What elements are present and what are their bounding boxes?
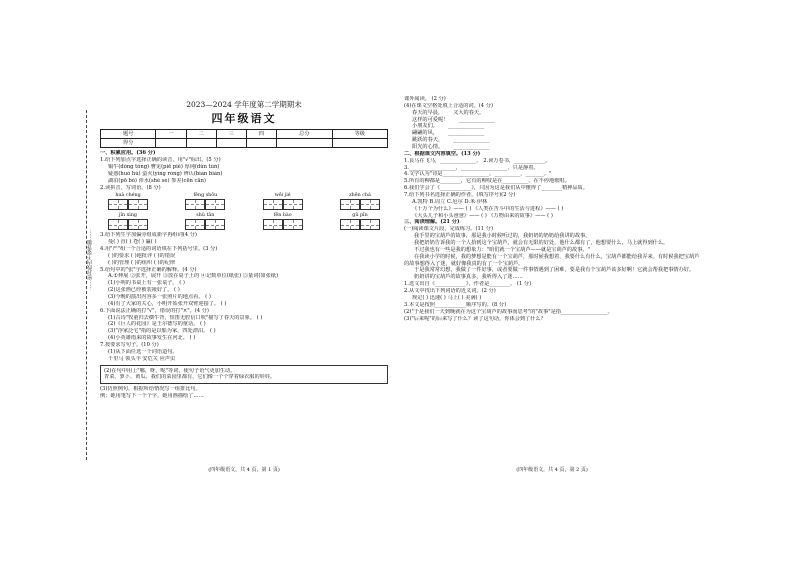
score-header: 二 [186,130,216,139]
question: 课外阅读。 (2 分) [404,96,446,102]
pinyin-label: jǐn xìng [118,212,138,218]
pinyin-label: shǔ tǎn [196,212,215,218]
score-table [100,129,388,148]
blank[interactable]: ______________ [447,130,485,137]
pinyin-label: zhēn chá [349,192,371,198]
question-item: 铜牛(dòng tóng) 瞥见(piē piě) 厚钝(dùn tún) [108,164,220,171]
question-text: 青菜、萝卜、黄瓜、我们的菜园里都有，它们像一个个穿着绿衣服的娃娃。 [104,374,276,381]
exam-page-2 [404,96,700,474]
passage-paragraph: 我把奶奶告诉我的一个人拾到这个宝葫芦，就会有无限的好处，他什么都有了，他想要什么，马上就得到什么。 [414,240,669,247]
question: 1.选文出自《____________》，作者是________。 (1 分) [404,281,532,288]
question: 5.给句中的"张"字选择正确的解释。(4 分) [100,266,197,273]
question: 3.本文是按照____________顺序写的。(8 分) [404,301,507,308]
question-item: 规定( ) 迅速( ) 马上( ) 美满( ) [412,294,482,301]
passage-paragraph: 我手里的宝葫芦的故事，那是我小时候听过的，我奶奶的奶奶给我讲的故事。 [414,233,591,240]
section-heading: 三、阅读理解。(21 分) [404,219,460,226]
question-item: 《大头儿子和小头爸爸》—— ( ) 《万物由来的故事》—— ( ) [412,212,553,219]
score-cell[interactable] [186,139,216,148]
question: 1.给下列加点字选择正确的读音，用"√"标出。(5 分) [100,157,221,164]
passage-paragraph: 于是我常常幻想，我做了一件好事，或者要做一件事情遇到了困难，要是我有个宝葫芦该多好啊！它就会帮我把事情办好。 [414,267,695,274]
poem-line [412,117,700,124]
score-header: 题号 [101,130,156,139]
writing-box[interactable] [263,219,303,230]
question: 7.按要求写句子。(10 分) [100,341,159,348]
score-header: 四 [246,130,276,139]
question-item: 1.良马在飞马，______________。 2.读万卷书，____________。 [404,157,551,164]
question-item: 《十万个为什么》—— ( ) 《人类在苦斗中的生活与进程》—— ( ) [412,205,564,212]
poem-line [412,137,700,144]
score-header: 三 [216,130,246,139]
question-item: (1)小明的书桌上有一张桌子。 ( ) [108,280,185,287]
question-item: (2)这张画已经被装裱好了。 ( ) [108,287,180,294]
question-item: 千里马 领头羊 安危关 应声虫 [108,355,176,362]
question-item: 5.所有的柳都是________，它有的柳枝是在__________，在不停地歌唱。 [404,178,570,185]
score-header: 总分 [277,130,332,139]
pinyin-label: fēn bào [273,212,292,218]
blank[interactable]: ______________ [458,116,495,123]
section-heading: 一、积累应用。(36 分) [100,150,156,157]
poem-text: 春天的早晨， [412,109,444,116]
score-header: 等级 [332,130,387,139]
question-item: 湖泊(pō bó) 涉水(shè sè) 参差(cēn cān) [108,177,206,184]
question-item: (2)《巨人的花园》是王尔德写的童话。 ( ) [108,321,206,328]
question: 2.从文中找出下列词语的近义词。(2 分) [404,288,496,295]
exam-title: 2023—2024 学年度第二学期期末 [186,100,302,109]
poem-text: 小朋友们。 [412,123,438,130]
section-heading: 二、根据课文内容填空。(13 分) [404,150,481,157]
passage-paragraph: 在我读小学的时候，我的梦想是能有一个宝葫芦，那时候我想着，我要什么有什么，宝葫芦都能给我弄来。有时候我把宝葫芦的故事想得入了迷，就好像我真的有了一个宝葫芦。 [404,253,700,267]
pinyin-row [100,212,388,219]
poem-text: 又大的春天。 [453,109,485,116]
poem-text: 翩翩的风， [412,130,438,137]
question-options: A.凯特 B.周立 C.厄尔 D.米·伊林 [412,198,488,205]
question-item: (2)在句中用上"哪，呀，呢"等词，使句子语气更加生动。 [104,367,236,374]
blank[interactable]: ______________ [447,123,485,130]
poem-line [412,123,700,130]
question-item: (3)今晚的演出内容多一张照片的地点看。 ( ) [108,293,211,300]
writing-box-row [100,219,388,232]
question: 3.给下列生字加偏旁组成新字再组词(4 分) [100,232,197,239]
score-header-row [101,130,388,139]
score-cell[interactable] [156,139,186,148]
question-text: 例：她用笔写下一个个字，她用画描绘了…… [100,393,204,400]
score-cell[interactable] [246,139,276,148]
score-cell[interactable] [216,139,246,148]
binding-notice: ……密封线内不要答题…… [87,230,93,290]
score-header: 一 [156,130,186,139]
pinyin-label: wēi jié [274,192,291,198]
answer-box[interactable] [100,365,388,385]
score-cell[interactable] [277,139,332,148]
score-row-label: 得分 [101,139,156,148]
poem-line [412,130,700,137]
question-item: (4)有了大家的关心，小明开始张开双臂迎接了。 ( ) [108,300,227,307]
question-item: 疑惑(huò hù) 萤火(yíng róng) 辨认(biàn biàn) [108,170,223,177]
writing-box[interactable] [340,199,380,210]
blank[interactable]: ______________ [453,137,490,144]
question: (一)阅读课文片段，完成练习。(11 分) [404,226,493,233]
writing-box[interactable] [185,199,225,210]
writing-box[interactable] [185,219,225,230]
exam-subtitle: 四年级语文 [211,111,277,125]
question-item: (1)从下面任选一个词语造句。 [108,348,178,355]
question: 4.用"严"组一个合适的词语填在下列括号里。(3 分) [100,245,218,252]
question-item: 6.我们学会了《____________》，只因为这是我们从中懂得了________精神品质。 [404,185,588,192]
poem-block [404,110,700,151]
pinyin-label: huà chéng [115,192,141,198]
passage-paragraph: 不过我也有一些是我的想象力："咱们就一个宝葫芦——就是宝葫芦的故事。" [414,246,590,253]
pinyin-row [100,192,388,199]
question-item: 3.__________________，__________________，只是静着。 [404,164,539,171]
page-footer: (四年级语文，共 4 页，第 2 页) [516,467,588,474]
poem-text: 这样的可爱呢！ [412,116,449,123]
poem-line [412,110,700,117]
question-item: 曼( ) 直( ) 苍( ) 赢( ) [108,239,157,246]
writing-box[interactable] [108,199,148,210]
question-item: (4)小英雄雨来的故事发生在河北。 ( ) [108,335,196,342]
poem-line [412,144,700,151]
writing-box[interactable] [340,219,380,230]
question: 6.下面说法正确的打"√"，错误的打"×"。(4 分) [100,307,209,314]
passage-paragraph: 奶奶讲的宝葫芦的故事真多，我听得入了迷…… [414,274,523,281]
question-item: ( )的管理 ( )的组织 ( )的纪律 [108,259,176,266]
score-value-row [101,139,388,148]
question: (4)在课文空格处填上合适的词。(4 分) [404,102,493,109]
pinyin-label: gǔ pǐn [352,212,368,218]
question: (2)"于是我们一天到晚就在为这个宝葫芦的故事而思考"的"故事"是指__________________。 [404,308,613,315]
question-item: (3)仿照例句，根据所给情况写一组排比句。 [100,386,201,393]
pinyin-label: fēng shōu [193,192,218,198]
page-footer: (四年级语文，共 4 页，第 1 页) [208,467,280,474]
poem-text: 阳光的心情。 [412,144,444,151]
poem-text: 跳跃的春天， [412,137,444,144]
question: (3)"后来呢"的后来写了什么？读了这句话，你体会到了什么？ [404,315,546,322]
score-cell[interactable] [332,139,387,148]
question-options: A.①伸展 ②张开，展开 ③放在桌子上的 ④记数单位(纸张) ⑤量词(如张纸) [108,273,278,280]
question-item: 7.给下列书名选择正确的作者。(填写序号)(2 分) [404,192,516,199]
writing-box[interactable] [108,219,148,230]
question-item: (1)古诗"牧童归去横牛背，短笛无腔信口吹"描写了春天的景象。 ( ) [108,314,263,321]
question-item: 4.文学认为"诗是__________________，__________，_______。" [404,171,552,178]
blank[interactable]: ______________ [453,144,490,151]
exam-page-1 [100,96,388,474]
writing-box-row [100,199,388,212]
writing-box[interactable] [263,199,303,210]
question-item: ( )的要求 ( )地批评 ( )的错误 [108,252,176,259]
question-item: (3)"浮家泛宅"指的是以船为家，四处漂泊。 ( ) [108,328,216,335]
question: 2.读拼音，写词语。(8 分) [100,184,161,191]
